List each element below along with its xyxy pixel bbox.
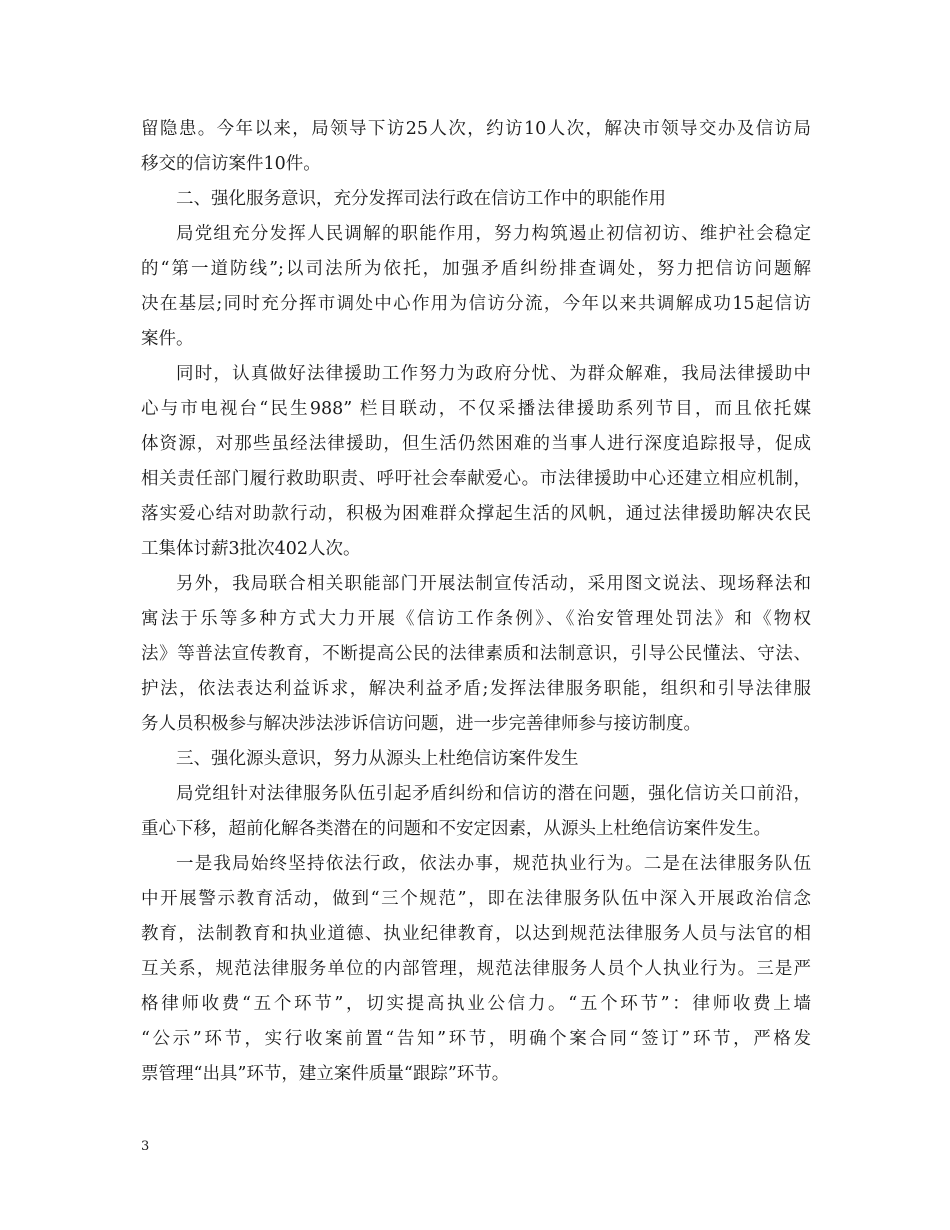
text-line: 局党组针对法律服务队伍引起矛盾纠纷和信访的潜在问题，强化信访关口前沿， bbox=[176, 784, 811, 804]
text-line: 三、强化源头意识，努力从源头上杜绝信访案件发生 bbox=[176, 749, 579, 769]
text-line: 移交的信访案件10件。 bbox=[141, 154, 321, 174]
text-line: 寓法于乐等多种方式大力开展《信访工作条例》、《治安管理处罚法》和《物权 bbox=[141, 609, 811, 629]
page-number: 3 bbox=[141, 1139, 150, 1154]
text-line: 重心下移，超前化解各类潜在的问题和不安定因素，从源头上杜绝信访案件发生。 bbox=[141, 819, 771, 839]
text-line: 局党组充分发挥人民调解的职能作用，努力构筑遏止初信初访、维护社会稳定 bbox=[176, 224, 811, 244]
text-line: 互关系，规范法律服务单位的内部管理，规范法律服务人员个人执业行为。三是严 bbox=[141, 959, 811, 979]
text-line: 二、强化服务意识，充分发挥司法行政在信访工作中的职能作用 bbox=[176, 189, 666, 209]
text-line: 相关责任部门履行救助职责、呼吁社会奉献爱心。市法律援助中心还建立相应机制， bbox=[141, 469, 811, 489]
text-line: 格律师收费“五个环节”，切实提高执业公信力。“五个环节”：律师收费上墙 bbox=[141, 994, 811, 1014]
text-line: 法》等普法宣传教育，不断提高公民的法律素质和法制意识，引导公民懂法、守法、 bbox=[141, 644, 811, 664]
text-line: 案件。 bbox=[141, 329, 194, 349]
text-line: 落实爱心结对助款行动，积极为困难群众撑起生活的风帆，通过法律援助解决农民 bbox=[141, 504, 811, 524]
text-line: 票管理“出具”环节，建立案件质量“跟踪”环节。 bbox=[141, 1064, 510, 1084]
text-line: 中开展警示教育活动，做到“三个规范”，即在法律服务队伍中深入开展政治信念 bbox=[141, 889, 811, 909]
text-line: 的“第一道防线”;以司法所为依托，加强矛盾纠纷排查调处，努力把信访问题解 bbox=[141, 259, 811, 279]
text-line: 教育，法制教育和执业道德、执业纪律教育，以达到规范法律服务人员与法官的相 bbox=[141, 924, 811, 944]
text-line: 护法，依法表达利益诉求，解决利益矛盾;发挥法律服务职能，组织和引导法律服 bbox=[141, 679, 811, 699]
text-line: 另外，我局联合相关职能部门开展法制宣传活动，采用图文说法、现场释法和 bbox=[176, 574, 811, 594]
text-line: 一是我局始终坚持依法行政，依法办事，规范执业行为。二是在法律服务队伍 bbox=[176, 854, 811, 874]
text-line: 务人员积极参与解决涉法涉诉信访问题，进一步完善律师参与接访制度。 bbox=[141, 714, 701, 734]
text-line: “公示”环节，实行收案前置“告知”环节，明确个案合同“签订”环节，严格发 bbox=[141, 1029, 811, 1049]
text-line: 心与市电视台“民生988” 栏目联动，不仅采播法律援助系列节目，而且依托媒 bbox=[141, 399, 811, 419]
text-line: 工集体讨薪3批次402人次。 bbox=[141, 539, 361, 559]
text-line: 决在基层;同时充分挥市调处中心作用为信访分流，今年以来共调解成功15起信访 bbox=[141, 294, 811, 314]
text-line: 留隐患。今年以来，局领导下访25人次，约访10人次，解决市领导交办及信访局 bbox=[141, 119, 811, 139]
text-line: 同时，认真做好法律援助工作努力为政府分忧、为群众解难，我局法律援助中 bbox=[176, 364, 811, 384]
body-text bbox=[141, 112, 811, 1092]
text-line: 体资源，对那些虽经法律援助，但生活仍然困难的当事人进行深度追踪报导，促成 bbox=[141, 434, 811, 454]
